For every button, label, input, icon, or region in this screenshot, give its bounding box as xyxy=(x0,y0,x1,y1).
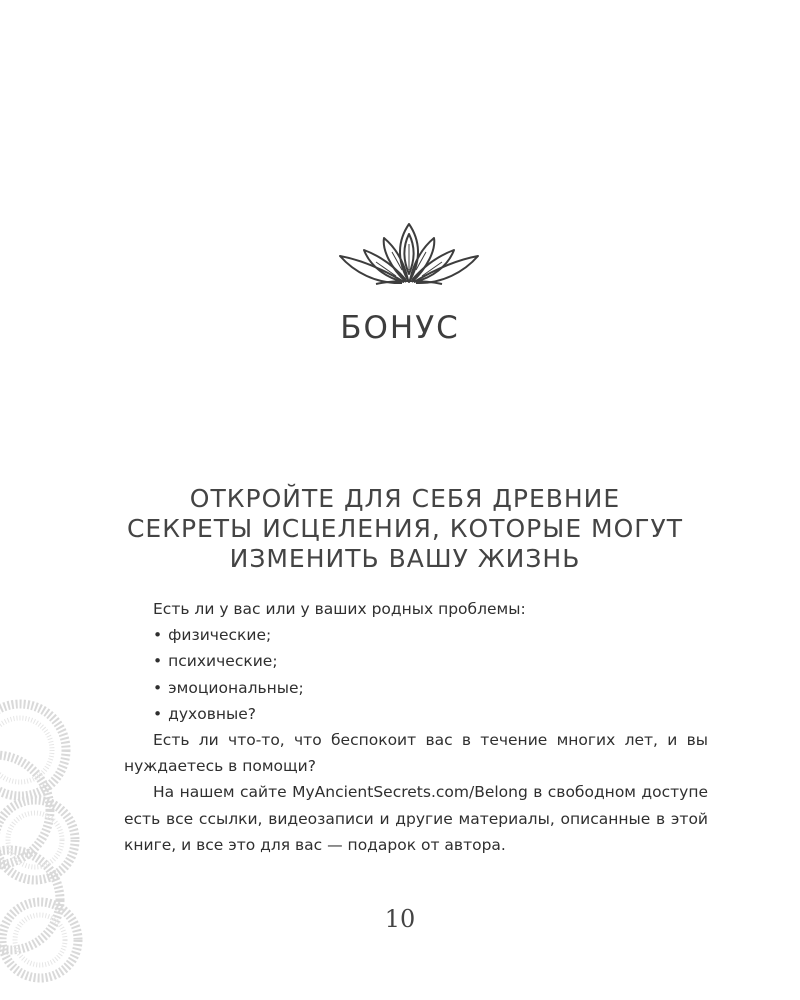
page-number: 10 xyxy=(384,905,416,933)
problem-list xyxy=(124,622,708,727)
body-text xyxy=(124,596,708,858)
headline-line: СЕКРЕТЫ ИСЦЕЛЕНИЯ, КОТОРЫЕ МОГУТ xyxy=(126,514,684,543)
headline-line: ИЗМЕНИТЬ ВАШУ ЖИЗНЬ xyxy=(229,544,581,573)
list-item: • духовные? xyxy=(153,701,708,727)
intro-paragraph: Есть ли у вас или у ваших родных проблемы: xyxy=(153,600,526,618)
headline-line: ОТКРОЙТЕ ДЛЯ СЕБЯ ДРЕВНИЕ xyxy=(189,484,621,513)
headline xyxy=(100,484,710,574)
list-item: • физические; xyxy=(153,622,708,648)
offer-paragraph: На нашем сайте MyAncientSecrets.com/Belong в свободном доступе есть все ссылки, видеозаписи и другие материалы, описанные в этой книге, и все это для вас — подарок от автора. xyxy=(124,783,708,854)
list-item: • психические; xyxy=(153,648,708,674)
knot-ornament-icon xyxy=(0,690,110,990)
lotus-icon xyxy=(336,220,482,288)
list-item: • эмоциональные; xyxy=(153,675,708,701)
chapter-title: БОНУС xyxy=(340,310,460,346)
question-paragraph: Есть ли что-то, что беспокоит вас в течение многих лет, и вы нуждаетесь в помощи? xyxy=(124,731,708,776)
